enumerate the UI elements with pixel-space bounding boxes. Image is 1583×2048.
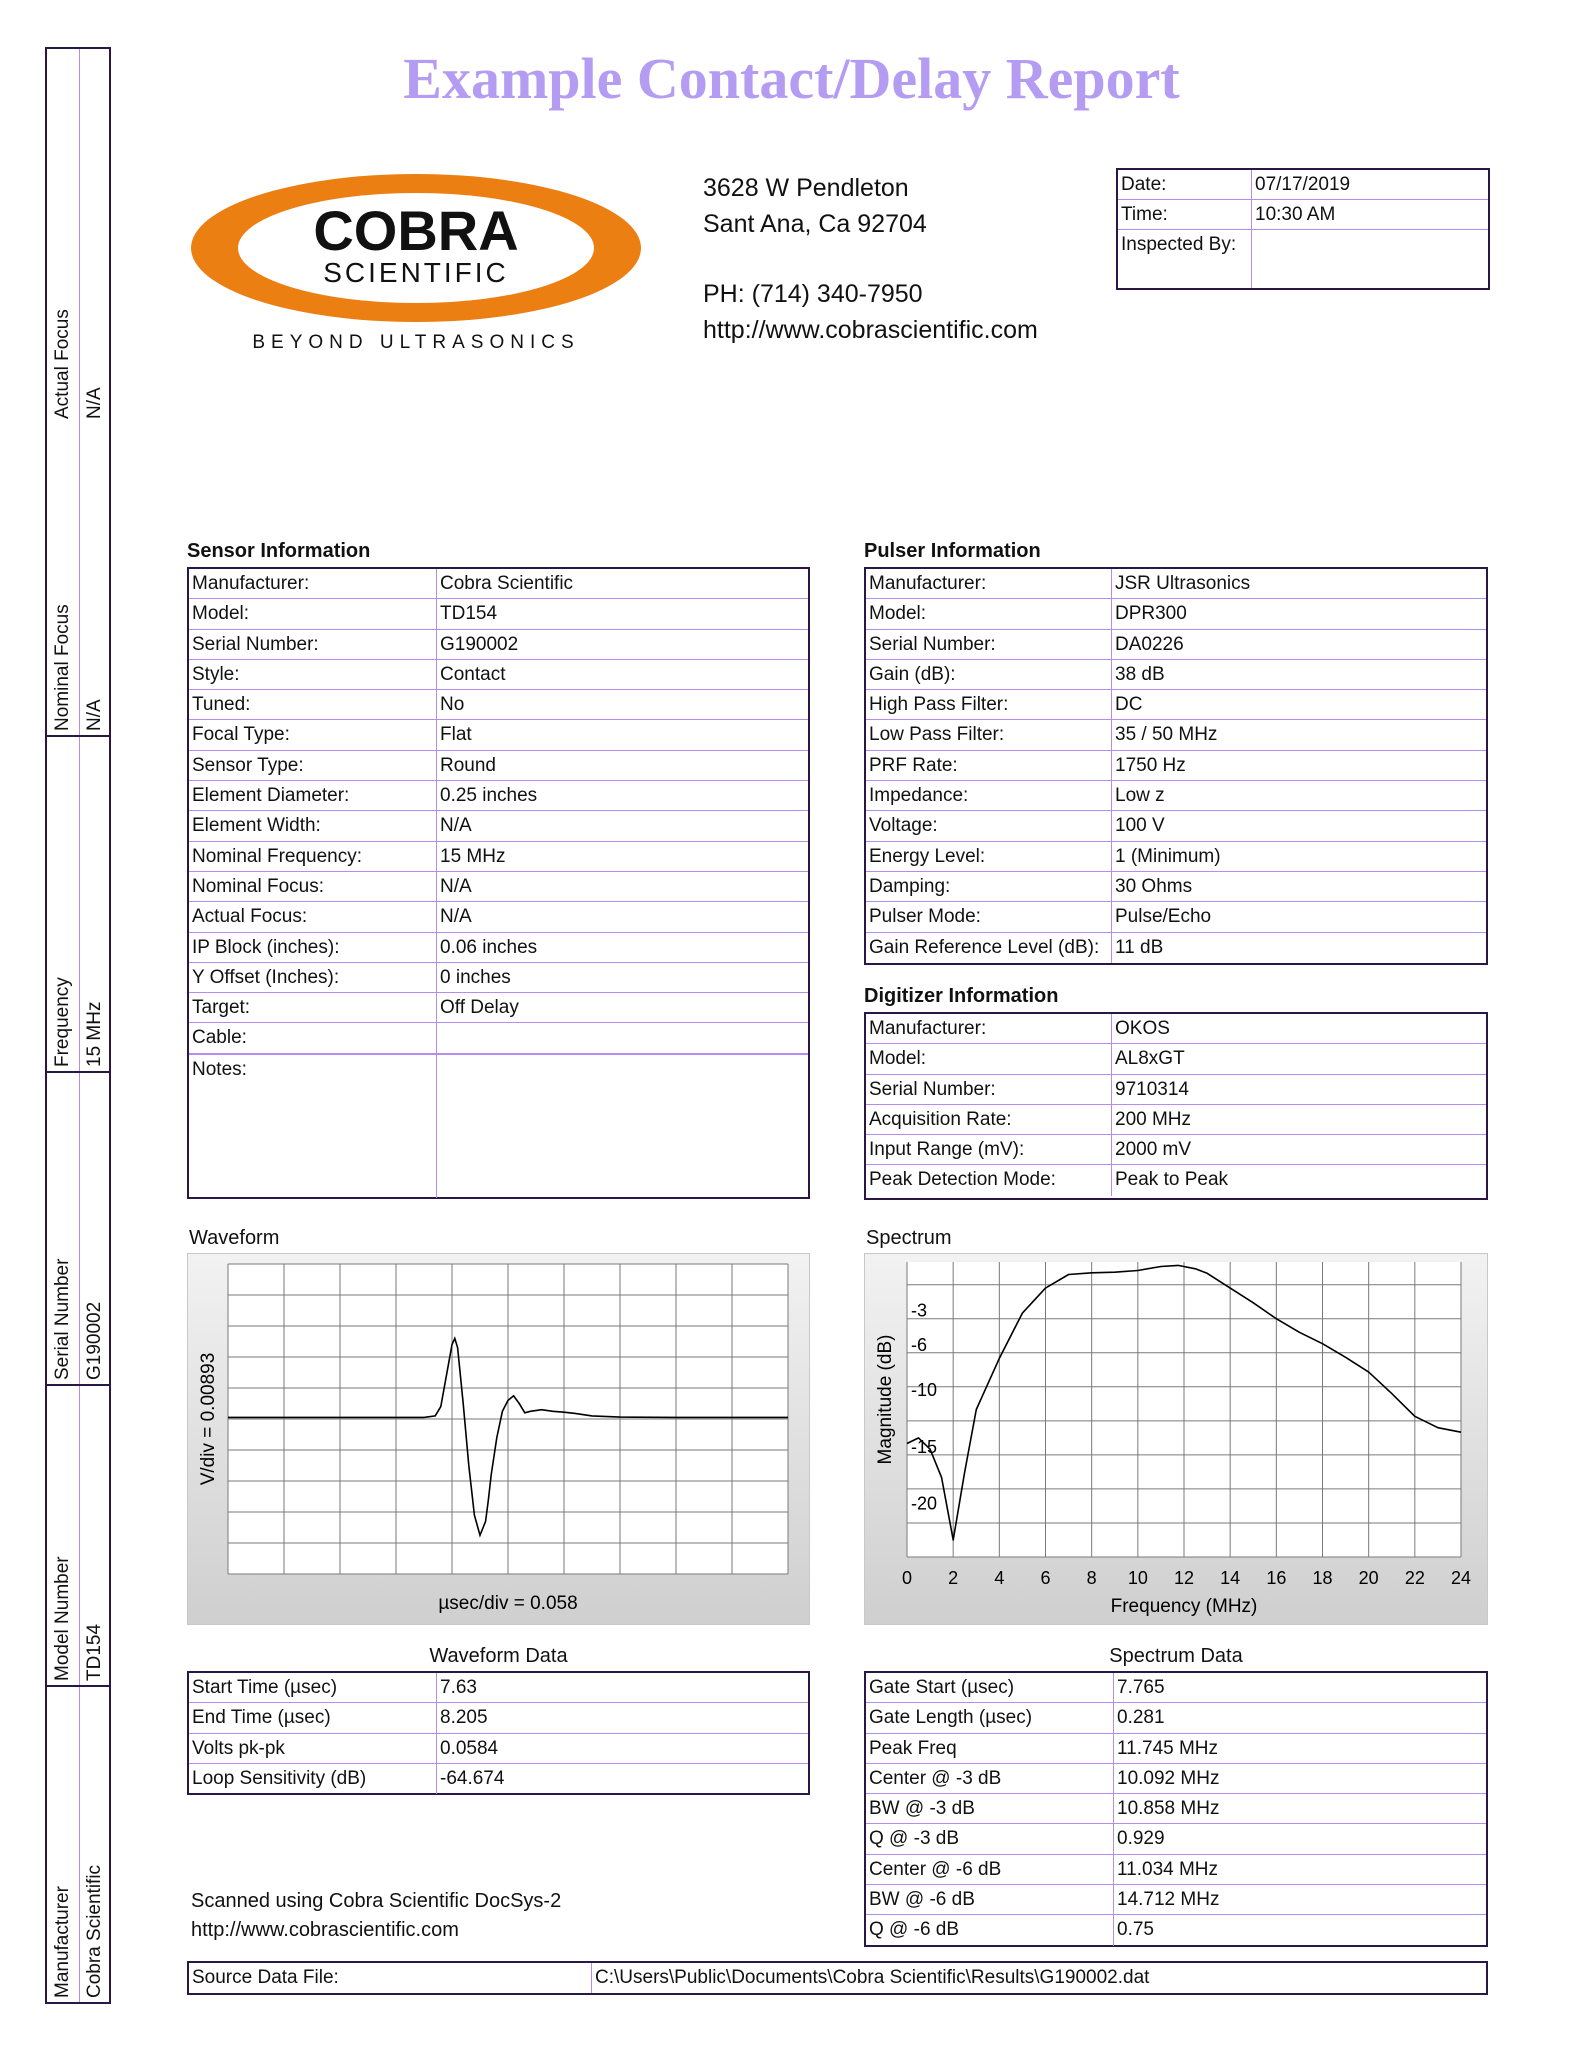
- sensor-row: [189, 993, 808, 1023]
- spectrum-y-label: Magnitude (dB): [875, 1334, 896, 1465]
- pulser-label: Manufacturer:: [866, 569, 1112, 598]
- digitizer-value: 200 MHz: [1115, 1108, 1192, 1130]
- sensor-value: 0.25 inches: [440, 785, 538, 807]
- pulser-row: [866, 933, 1486, 963]
- waveform-data-label: Start Time (µsec): [189, 1673, 437, 1702]
- pulser-row: [866, 630, 1486, 660]
- digitizer-value: 9710314: [1115, 1078, 1189, 1100]
- pulser-label: Serial Number:: [866, 630, 1112, 659]
- spectrum-data-label: Gate Start (µsec): [866, 1673, 1114, 1702]
- waveform-data-row: [189, 1734, 808, 1764]
- digitizer-section-title: Digitizer Information: [864, 985, 1059, 1007]
- sensor-value: N/A: [440, 906, 472, 928]
- sensor-value: Contact: [440, 663, 506, 685]
- waveform-data-value: 0.0584: [440, 1737, 499, 1759]
- waveform-y-label: V/div = 0.00893: [198, 1352, 219, 1486]
- digitizer-label: Input Range (mV):: [866, 1135, 1112, 1164]
- side-cell-serial-number: [47, 1073, 109, 1386]
- spectrum-data-row: [866, 1915, 1486, 1945]
- waveform-data-row: [189, 1673, 808, 1703]
- report-title: Example Contact/Delay Report: [403, 46, 1180, 111]
- spectrum-data-row: [866, 1673, 1486, 1703]
- pulser-value: 38 dB: [1115, 663, 1165, 685]
- sensor-row: [189, 720, 808, 750]
- sensor-label: Serial Number:: [189, 630, 437, 659]
- inspection-value: 07/17/2019: [1255, 174, 1351, 195]
- sensor-value: 15 MHz: [440, 845, 506, 867]
- sensor-label: Model:: [189, 599, 437, 628]
- inspection-row: [1118, 170, 1488, 200]
- waveform-data-title: Waveform Data: [429, 1645, 568, 1667]
- sensor-label: Y Offset (Inches):: [189, 963, 437, 992]
- inspection-value: 10:30 AM: [1255, 204, 1336, 225]
- pulser-value: 100 V: [1115, 815, 1165, 837]
- spectrum-y-tick: -6: [911, 1334, 928, 1355]
- spectrum-data-value: 7.765: [1117, 1677, 1165, 1698]
- spectrum-data-label: Gate Length (µsec): [866, 1703, 1114, 1732]
- pulser-label: High Pass Filter:: [866, 690, 1112, 719]
- waveform-data-label: End Time (µsec): [189, 1703, 437, 1732]
- side-cell-value: N/A: [84, 387, 105, 419]
- pulser-row: [866, 842, 1486, 872]
- spectrum-x-tick: 2: [948, 1568, 959, 1588]
- spectrum-data-row: [866, 1855, 1486, 1885]
- spectrum-data-row: [866, 1734, 1486, 1764]
- sensor-value: G190002: [440, 633, 519, 655]
- inspection-label: Time:: [1118, 200, 1252, 229]
- pulser-row: [866, 902, 1486, 932]
- pulser-label: Damping:: [866, 872, 1112, 901]
- sensor-row: [189, 599, 808, 629]
- digitizer-label: Acquisition Rate:: [866, 1105, 1112, 1134]
- pulser-label: Impedance:: [866, 781, 1112, 810]
- inspection-value: [1252, 230, 1488, 288]
- spectrum-data-label: BW @ -6 dB: [866, 1885, 1114, 1914]
- source-file-label: Source Data File:: [189, 1963, 592, 1993]
- pulser-value: 1750 Hz: [1115, 754, 1186, 776]
- inspection-label: Date:: [1118, 170, 1252, 199]
- sensor-label: Style:: [189, 660, 437, 689]
- side-cell-frequency: [47, 737, 109, 1073]
- digitizer-value: OKOS: [1115, 1018, 1170, 1039]
- sensor-label: Element Width:: [189, 811, 437, 840]
- waveform-title: Waveform: [189, 1227, 280, 1249]
- pulser-value: JSR Ultrasonics: [1115, 573, 1251, 594]
- sensor-value: Cobra Scientific: [440, 573, 574, 594]
- pulser-label: Gain (dB):: [866, 660, 1112, 689]
- side-cell-label: Model Number: [52, 1556, 73, 1681]
- side-cell-model-number: [47, 1386, 109, 1687]
- spectrum-x-tick: 24: [1450, 1568, 1472, 1588]
- pulser-row: [866, 599, 1486, 629]
- inspection-row: [1118, 200, 1488, 230]
- sensor-value: 0 inches: [440, 966, 511, 988]
- footer-url[interactable]: http://www.cobrascientific.com: [191, 1919, 459, 1941]
- sensor-row: [189, 811, 808, 841]
- waveform-chart: [187, 1253, 810, 1625]
- spectrum-data-label: Q @ -3 dB: [866, 1824, 1114, 1853]
- inspection-label: Inspected By:: [1118, 230, 1252, 288]
- sensor-label: Actual Focus:: [189, 902, 437, 931]
- side-cell-manufacturer: [47, 1687, 109, 2004]
- spectrum-data-table: [864, 1671, 1488, 1947]
- spectrum-data-value: 10.092 MHz: [1117, 1767, 1220, 1789]
- spectrum-data-row: [866, 1703, 1486, 1733]
- pulser-label: PRF Rate:: [866, 751, 1112, 780]
- digitizer-label: Peak Detection Mode:: [866, 1165, 1112, 1195]
- source-file-path: C:\Users\Public\Documents\Cobra Scientific\Results\G190002.dat: [595, 1967, 1150, 1988]
- side-cell-value: TD154: [84, 1623, 105, 1681]
- spectrum-x-tick: 16: [1266, 1568, 1287, 1588]
- spectrum-data-label: Q @ -6 dB: [866, 1915, 1114, 1945]
- pulser-row: [866, 872, 1486, 902]
- spectrum-y-tick: -10: [911, 1380, 938, 1401]
- pulser-label: Pulser Mode:: [866, 902, 1112, 931]
- sensor-row: [189, 751, 808, 781]
- address-street: 3628 W Pendleton: [703, 174, 909, 202]
- side-cell-label: Nominal Focus: [52, 604, 73, 731]
- inspection-box: [1116, 168, 1490, 290]
- pulser-row: [866, 660, 1486, 690]
- inspection-row: [1118, 230, 1488, 288]
- pulser-section-title: Pulser Information: [864, 540, 1041, 562]
- spectrum-data-row: [866, 1885, 1486, 1915]
- sensor-info-table: [187, 567, 810, 1199]
- waveform-data-row: [189, 1703, 808, 1733]
- spectrum-data-title: Spectrum Data: [1109, 1645, 1243, 1667]
- pulser-row: [866, 781, 1486, 811]
- cobra-scientific-logo: [183, 170, 663, 360]
- pulser-value: DA0226: [1115, 633, 1184, 655]
- sensor-section-title: Sensor Information: [187, 540, 371, 562]
- digitizer-row: [866, 1044, 1486, 1074]
- waveform-data-label: Volts pk-pk: [189, 1734, 437, 1763]
- pulser-row: [866, 751, 1486, 781]
- spectrum-x-label: Frequency (MHz): [1110, 1596, 1258, 1617]
- sensor-value: N/A: [440, 815, 472, 837]
- sensor-row: [189, 842, 808, 872]
- digitizer-row: [866, 1014, 1486, 1044]
- sensor-value: [437, 1023, 808, 1052]
- side-cell-label: Actual Focus: [52, 309, 73, 419]
- address-phone: PH: (714) 340-7950: [703, 280, 923, 308]
- sensor-row: [189, 933, 808, 963]
- pulser-label: Energy Level:: [866, 842, 1112, 871]
- sensor-value: Flat: [440, 724, 472, 746]
- spectrum-x-tick: 22: [1404, 1568, 1425, 1588]
- side-cell-value: G190002: [84, 1301, 105, 1380]
- digitizer-value: Peak to Peak: [1115, 1169, 1229, 1191]
- logo-tagline: BEYOND ULTRASONICS: [252, 332, 580, 353]
- sensor-label: Nominal Focus:: [189, 872, 437, 901]
- digitizer-label: Model:: [866, 1044, 1112, 1073]
- spectrum-data-value: 0.75: [1117, 1919, 1154, 1941]
- logo-sub: SCIENTIFIC: [323, 257, 509, 288]
- side-cell-value: N/A: [84, 699, 105, 731]
- pulser-value: DPR300: [1115, 603, 1187, 625]
- spectrum-data-value: 11.034 MHz: [1117, 1858, 1219, 1880]
- spectrum-x-tick: 12: [1173, 1568, 1195, 1588]
- sensor-label: Cable:: [189, 1023, 437, 1052]
- sensor-row: [189, 630, 808, 660]
- pulser-label: Gain Reference Level (dB):: [866, 933, 1112, 963]
- notes-label: Notes:: [189, 1055, 437, 1198]
- waveform-data-value: 7.63: [440, 1677, 477, 1698]
- sensor-label: Focal Type:: [189, 720, 437, 749]
- sensor-value: Round: [440, 754, 496, 776]
- sensor-value: 0.06 inches: [440, 936, 538, 958]
- spectrum-x-tick: 8: [1086, 1568, 1097, 1588]
- spectrum-data-label: Peak Freq: [866, 1734, 1114, 1763]
- logo-name: COBRA: [313, 199, 519, 262]
- sensor-row: [189, 781, 808, 811]
- pulser-value: Low z: [1115, 785, 1165, 807]
- waveform-data-value: 8.205: [440, 1707, 488, 1729]
- spectrum-data-label: Center @ -3 dB: [866, 1764, 1114, 1793]
- digitizer-value: AL8xGT: [1115, 1048, 1185, 1070]
- waveform-data-table: [187, 1671, 810, 1795]
- waveform-x-label: µsec/div = 0.058: [438, 1593, 578, 1614]
- spectrum-data-row: [866, 1824, 1486, 1854]
- side-summary-strip: [45, 47, 111, 2004]
- sensor-label: Nominal Frequency:: [189, 842, 437, 871]
- spectrum-title: Spectrum: [866, 1227, 952, 1249]
- sensor-row: [189, 1023, 808, 1053]
- digitizer-label: Manufacturer:: [866, 1014, 1112, 1043]
- spectrum-x-tick: 4: [994, 1568, 1005, 1588]
- pulser-info-table: [864, 567, 1488, 965]
- spectrum-y-tick: -15: [911, 1436, 938, 1457]
- spectrum-data-value: 14.712 MHz: [1117, 1889, 1220, 1911]
- pulser-value: DC: [1115, 694, 1143, 716]
- source-file-row: [187, 1961, 1488, 1995]
- sensor-row: [189, 963, 808, 993]
- pulser-row: [866, 720, 1486, 750]
- notes-value: [437, 1055, 808, 1198]
- waveform-data-value: -64.674: [440, 1767, 505, 1789]
- pulser-value: 1 (Minimum): [1115, 845, 1221, 867]
- pulser-row: [866, 569, 1486, 599]
- pulser-label: Model:: [866, 599, 1112, 628]
- spectrum-data-value: 10.858 MHz: [1117, 1798, 1220, 1820]
- spectrum-data-label: Center @ -6 dB: [866, 1855, 1114, 1884]
- digitizer-value: 2000 mV: [1115, 1139, 1192, 1161]
- sensor-row: [189, 872, 808, 902]
- spectrum-x-tick: 14: [1220, 1568, 1241, 1588]
- spectrum-data-value: 0.281: [1117, 1707, 1165, 1729]
- sensor-value: No: [440, 694, 465, 716]
- pulser-label: Low Pass Filter:: [866, 720, 1112, 749]
- pulser-value: Pulse/Echo: [1115, 906, 1212, 928]
- waveform-data-row: [189, 1764, 808, 1794]
- sensor-label: Target:: [189, 993, 437, 1022]
- sensor-row: [189, 902, 808, 932]
- spectrum-x-tick: 20: [1358, 1568, 1379, 1588]
- spectrum-y-tick: -3: [911, 1300, 928, 1321]
- spectrum-data-value: 11.745 MHz: [1117, 1737, 1219, 1759]
- sensor-row: [189, 690, 808, 720]
- sensor-label: Sensor Type:: [189, 751, 437, 780]
- address-url[interactable]: http://www.cobrascientific.com: [703, 316, 1038, 344]
- sensor-label: Tuned:: [189, 690, 437, 719]
- digitizer-label: Serial Number:: [866, 1075, 1112, 1104]
- spectrum-x-tick: 18: [1312, 1568, 1333, 1588]
- sensor-notes-row: [189, 1054, 808, 1198]
- digitizer-info-table: [864, 1012, 1488, 1200]
- sensor-value: TD154: [440, 603, 498, 625]
- pulser-row: [866, 811, 1486, 841]
- sensor-label: Manufacturer:: [189, 569, 437, 598]
- spectrum-data-label: BW @ -3 dB: [866, 1794, 1114, 1823]
- spectrum-x-tick: 6: [1040, 1568, 1051, 1588]
- pulser-value: 30 Ohms: [1115, 875, 1193, 897]
- spectrum-chart: [864, 1253, 1488, 1625]
- side-cell-label: Frequency: [52, 977, 73, 1067]
- digitizer-row: [866, 1105, 1486, 1135]
- sensor-row: [189, 660, 808, 690]
- sensor-row: [189, 569, 808, 599]
- address-city: Sant Ana, Ca 92704: [703, 210, 927, 238]
- spectrum-x-tick: 0: [901, 1568, 913, 1588]
- side-cell-nominal-focus: [47, 425, 109, 737]
- spectrum-x-tick: 10: [1127, 1568, 1148, 1588]
- spectrum-data-row: [866, 1764, 1486, 1794]
- spectrum-data-row: [866, 1794, 1486, 1824]
- sensor-label: IP Block (inches):: [189, 933, 437, 962]
- side-cell-value: 15 MHz: [84, 1001, 105, 1067]
- spectrum-data-value: 0.929: [1117, 1828, 1165, 1850]
- digitizer-row: [866, 1135, 1486, 1165]
- side-cell-label: Serial Number: [52, 1258, 73, 1380]
- sensor-label: Element Diameter:: [189, 781, 437, 810]
- waveform-data-label: Loop Sensitivity (dB): [189, 1764, 437, 1794]
- scanned-note: Scanned using Cobra Scientific DocSys-2: [191, 1890, 562, 1912]
- side-cell-value: Cobra Scientific: [84, 1864, 105, 1998]
- pulser-label: Voltage:: [866, 811, 1112, 840]
- pulser-value: 35 / 50 MHz: [1115, 724, 1218, 746]
- digitizer-row: [866, 1075, 1486, 1105]
- pulser-value: 11 dB: [1115, 936, 1164, 958]
- pulser-row: [866, 690, 1486, 720]
- spectrum-y-tick: -20: [911, 1493, 938, 1514]
- side-cell-label: Manufacturer: [52, 1886, 73, 1998]
- sensor-value: Off Delay: [440, 997, 519, 1019]
- digitizer-row: [866, 1165, 1486, 1195]
- sensor-value: N/A: [440, 875, 472, 897]
- company-address: [703, 170, 1038, 348]
